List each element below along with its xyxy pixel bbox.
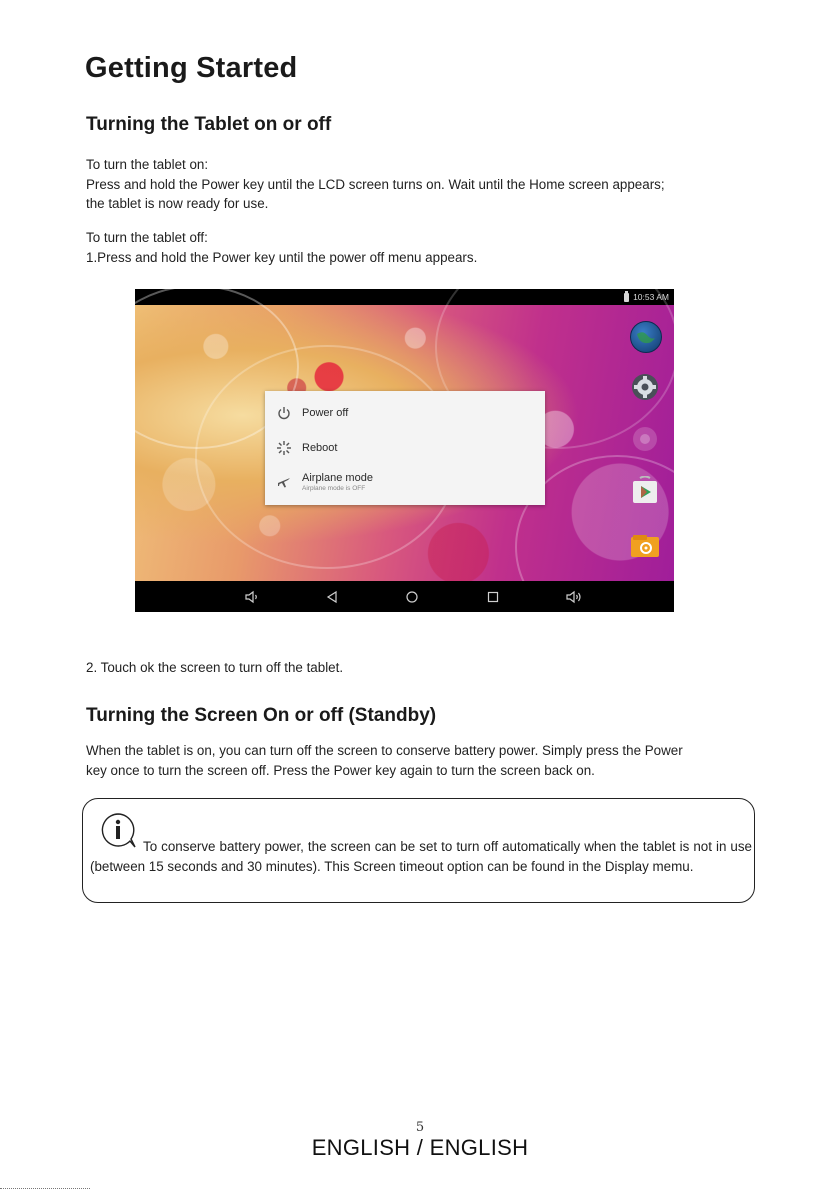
recents-icon[interactable] [484,588,502,606]
tablet-on-instructions [86,155,766,214]
page-number: 5 [415,1120,425,1135]
airplane-mode-status: Airplane mode is OFF [302,485,366,492]
back-icon[interactable] [323,588,341,606]
tablet-off-instructions [86,228,766,267]
power-menu-screenshot [135,289,674,612]
info-note-text: To conserve battery power, the screen can be set to turn off automatically when the tablet is not in use (between 15 seconds and 30 minutes). This Screen timeout option can be found in the Display memu. [90,839,752,874]
power-off-option[interactable] [265,398,545,428]
scan-artifact [0,1188,90,1192]
tablet-on-line-2: the tablet is now ready for use. [86,196,269,211]
power-off-label: Power off [302,407,349,419]
status-time: 10:53 AM [633,292,669,302]
settings-gear-icon[interactable] [630,372,660,402]
page-title: Getting Started [85,52,298,84]
tablet-off-step-2 [86,658,766,678]
reboot-label: Reboot [302,442,338,454]
tablet-off-step-2-text: 2. Touch ok the screen to turn off the tablet. [86,660,344,675]
navigation-bar [135,581,674,612]
power-icon [275,404,293,422]
home-icon[interactable] [403,588,421,606]
wallpaper [135,305,674,581]
tablet-on-line-1: Press and hold the Power key until the LCD screen turns on. Wait until the Home screen appears; [86,176,665,192]
settings-folder-icon[interactable] [630,531,660,561]
reboot-option[interactable] [265,433,545,463]
chrome-icon[interactable] [630,424,660,454]
standby-line-1: When the tablet is on, you can turn off the screen to conserve battery power. Simply press the Power [86,743,683,758]
volume-up-icon[interactable] [565,588,583,606]
power-menu-dialog [265,391,545,505]
section-heading-standby: Turning the Screen On or off (Standby) [86,705,437,726]
airplane-icon [275,473,293,491]
airplane-mode-label: Airplane mode [302,472,373,484]
standby-instructions [86,741,766,780]
airplane-mode-option[interactable] [265,467,545,497]
section-heading-tablet-power: Turning the Tablet on or off [86,114,332,135]
tablet-off-intro: To turn the tablet off: [86,230,208,245]
tablet-on-intro: To turn the tablet on: [86,157,209,172]
volume-down-icon[interactable] [243,588,261,606]
standby-line-2: key once to turn the screen off. Press the Power key again to turn the screen back on. [86,762,595,778]
tablet-off-step-1: 1.Press and hold the Power key until the power off menu appears. [86,249,478,265]
play-store-icon[interactable] [630,475,660,505]
page-footer: ENGLISH / ENGLISH [311,1135,529,1160]
browser-globe-icon[interactable] [630,321,662,353]
reboot-icon [275,439,293,457]
